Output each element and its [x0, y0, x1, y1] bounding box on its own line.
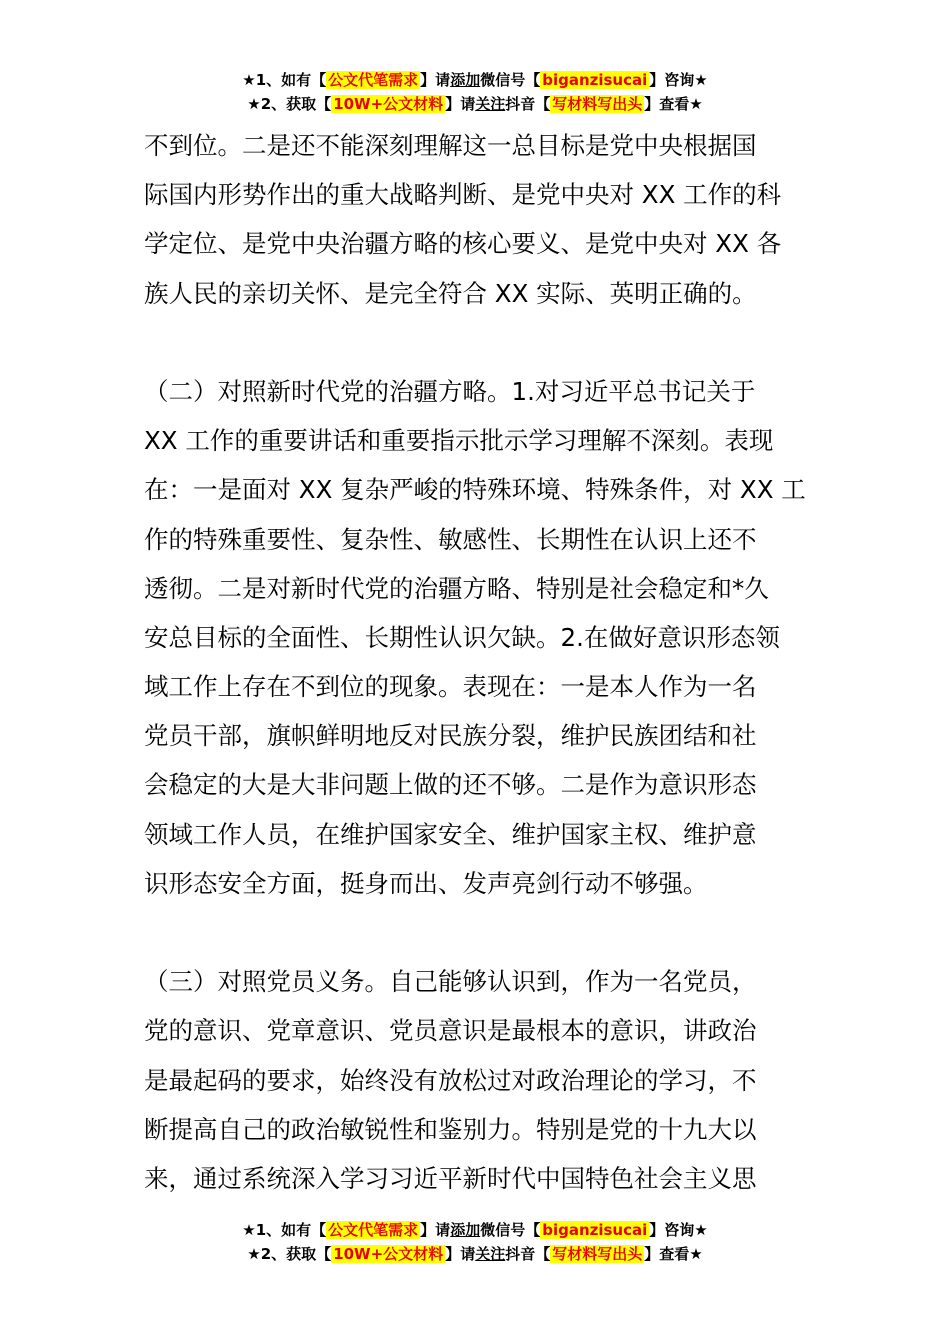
banner-line-2	[0, 92, 950, 116]
banner-underline: 关注	[475, 1245, 506, 1263]
text-line: 不到位。二是还不能深刻理解这一总目标是党中央根据国	[144, 131, 757, 160]
banner-highlight: 写材料写出头	[552, 1245, 643, 1263]
banner-text: 】咨询★	[649, 71, 708, 89]
banner-text: 抖音【	[505, 95, 551, 113]
banner-underline: 添加	[450, 71, 481, 89]
banner-text: 抖音【	[505, 1245, 551, 1263]
text-line: XX 工作的重要讲话和重要指示批示学习理解不深刻。表现	[144, 426, 774, 456]
text-line: 透彻。二是对新时代党的治疆方略、特别是社会稳定和*久	[144, 573, 769, 603]
banner-underline: 添加	[450, 1221, 481, 1239]
text-line: 识形态安全方面，挺身而出、发声亮剑行动不够强。	[144, 868, 708, 898]
banner-text: ★2、获取【	[247, 95, 332, 113]
banner-highlight: biganzisucai	[542, 1221, 648, 1239]
text-line: 学定位、是党中央治疆方略的核心要义、是党中央对 XX 各	[144, 229, 782, 259]
banner-line-2	[0, 1242, 950, 1266]
text-line: 是最起码的要求，始终没有放松过对政治理论的学习，不	[144, 1065, 757, 1095]
paragraph	[144, 367, 806, 908]
paragraph	[144, 957, 806, 1203]
text-line: 党的意识、党章意识、党员意识是最根本的意识，讲政治	[144, 1016, 757, 1046]
text-line: （三）对照党员义务。自己能够认识到，作为一名党员，	[144, 967, 757, 997]
paragraph-gap	[144, 908, 806, 957]
document-body	[144, 121, 806, 1203]
banner-underline: 关注	[475, 95, 506, 113]
text-line: 族人民的亲切关怀、是完全符合 XX 实际、英明正确的。	[144, 278, 757, 308]
text-line: 安总目标的全面性、长期性认识欠缺。2.在做好意识形态领	[144, 622, 780, 652]
footer-banner	[0, 1218, 950, 1266]
text-line: 作的特殊重要性、复杂性、敏感性、长期性在认识上还不	[144, 524, 757, 554]
paragraph	[144, 121, 806, 318]
text-line: 会稳定的大是大非问题上做的还不够。二是作为意识形态	[144, 770, 757, 800]
banner-text: 】咨询★	[649, 1221, 708, 1239]
banner-text: 】请	[445, 95, 476, 113]
banner-highlight: 10W+公文材料	[333, 1245, 444, 1263]
paragraph-gap	[144, 318, 806, 367]
banner-highlight: 公文代笔需求	[328, 1221, 419, 1239]
banner-highlight: 写材料写出头	[552, 95, 643, 113]
banner-text: 微信号【	[480, 71, 541, 89]
banner-text: ★2、获取【	[247, 1245, 332, 1263]
header-banner	[0, 68, 950, 116]
banner-text: 】请	[420, 71, 451, 89]
banner-highlight: biganzisucai	[542, 71, 648, 89]
banner-text: 】请	[420, 1221, 451, 1239]
banner-text: 微信号【	[480, 1221, 541, 1239]
text-line: 际国内形势作出的重大战略判断、是党中央对 XX 工作的科	[144, 180, 782, 210]
banner-text: 】查看★	[644, 95, 703, 113]
banner-text: ★1、如有【	[242, 71, 327, 89]
text-line: 来，通过系统深入学习习近平新时代中国特色社会主义思	[144, 1163, 757, 1193]
text-line: （二）对照新时代党的治疆方略。1.对习近平总书记关于	[144, 376, 756, 406]
text-line: 断提高自己的政治敏锐性和鉴别力。特别是党的十九大以	[144, 1114, 757, 1144]
text-line: 在：一是面对 XX 复杂严峻的特殊环境、特殊条件，对 XX 工	[144, 475, 806, 505]
banner-highlight: 10W+公文材料	[333, 95, 444, 113]
text-line: 域工作上存在不到位的现象。表现在：一是本人作为一名	[144, 672, 757, 702]
banner-text: 】请	[445, 1245, 476, 1263]
banner-text: 】查看★	[644, 1245, 703, 1263]
banner-line-1	[0, 1218, 950, 1242]
banner-highlight: 公文代笔需求	[328, 71, 419, 89]
text-line: 领域工作人员，在维护国家安全、维护国家主权、维护意	[144, 819, 757, 849]
text-line: 党员干部，旗帜鲜明地反对民族分裂，维护民族团结和社	[144, 721, 757, 751]
banner-line-1	[0, 68, 950, 92]
banner-text: ★1、如有【	[242, 1221, 327, 1239]
